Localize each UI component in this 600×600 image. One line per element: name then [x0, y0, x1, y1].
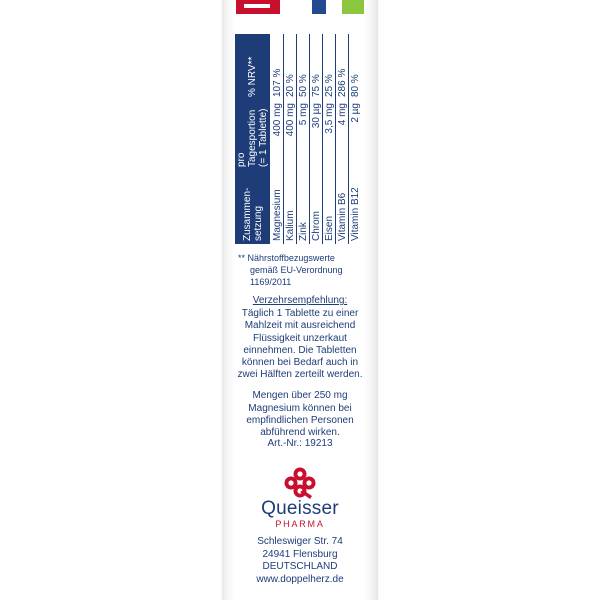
nrv-footnote — [238, 252, 370, 288]
table-row — [336, 34, 349, 244]
header-per-portion: pro Tagesportion (= 1 Tablette) — [235, 100, 271, 170]
nutrient-nrv: 50 % — [297, 34, 310, 100]
nutrient-amount: 400 mg — [271, 100, 284, 170]
usage-line: können bei Bedarf auch in — [241, 357, 359, 369]
nutrient-name: Kalium — [284, 170, 297, 244]
article-number: Art.-Nr.: 19213 — [267, 438, 333, 449]
table-row — [297, 34, 310, 244]
top-red-label-strip — [236, 0, 280, 14]
table-row — [271, 34, 284, 244]
nutrition-table-rotated — [235, 34, 361, 244]
brand-name: Queisser — [261, 498, 339, 519]
address-street: Schleswiger Str. 74 — [257, 536, 343, 547]
nutrient-name: Eisen — [323, 170, 336, 244]
usage-title: Verzehrsempfehlung: — [252, 295, 348, 306]
usage-line: zwei Hälften zerteilt werden. — [237, 369, 363, 381]
nutrient-nrv: 80 % — [349, 74, 361, 97]
nutrient-amount: 2 µg — [349, 103, 361, 123]
table-row — [284, 34, 297, 244]
address-city: 24941 Flensburg — [262, 548, 338, 560]
top-green-label-strip — [342, 0, 364, 14]
top-red-label-inner — [244, 4, 270, 8]
nutrient-name: Magnesium — [271, 170, 284, 244]
nutrient-amount: 4 mg — [336, 100, 349, 170]
footnote-line: 1169/2011 — [250, 277, 292, 287]
address-country: DEUTSCHLAND — [262, 561, 338, 572]
nutrient-nrv: 286 % — [336, 34, 349, 100]
top-blue-label-strip — [312, 0, 326, 14]
nutrient-nrv: 25 % — [323, 34, 336, 100]
queisser-logo-icon — [283, 466, 317, 500]
usage-line: Täglich 1 Tablette zu einer — [241, 308, 359, 320]
footnote-line: gemäß EU-Verordnung — [250, 265, 343, 275]
nutrient-name: Zink — [297, 170, 310, 244]
nutrient-amount: 5 mg — [297, 100, 310, 170]
warning-line: abführend wirken. — [260, 427, 340, 439]
nutrient-nrv: 20 % — [284, 34, 297, 100]
nutrient-nrv: 107 % — [271, 34, 284, 100]
nutrition-table-header-row — [235, 34, 271, 244]
warning-line: Mengen über 250 mg — [252, 390, 348, 402]
warning-line: Magnesium können bei — [248, 402, 352, 414]
nutrient-name: Vitamin B6 — [336, 170, 349, 244]
table-row — [310, 34, 323, 244]
brand-subtitle: PHARMA — [275, 519, 325, 529]
nutrient-nrv: 75 % — [310, 34, 323, 100]
footnote-line: ** Nährstoffbezugswerte — [238, 253, 335, 263]
nutrient-amount: 3,5 mg — [323, 100, 336, 170]
nutrient-amount: 30 µg — [310, 100, 323, 170]
usage-line: Mahlzeit mit ausreichend — [244, 320, 356, 332]
usage-recommendation — [226, 295, 374, 439]
header-nrv: % NRV** — [235, 34, 271, 100]
usage-gap — [226, 381, 374, 390]
nutrition-table — [235, 34, 361, 244]
company-address — [226, 536, 374, 586]
table-row — [323, 34, 336, 244]
nutrient-name: Chrom — [310, 170, 323, 244]
usage-line: Flüssigkeit unzerkaut — [253, 332, 347, 344]
nutrient-name: Vitamin B12 — [349, 187, 361, 241]
nutrition-table-wrapper — [235, 34, 361, 244]
usage-line: einnehmen. Die Tabletten — [243, 344, 357, 356]
warning-line: empfindlichen Personen — [246, 414, 354, 426]
address-website: www.doppelherz.de — [256, 573, 344, 585]
header-composition: Zusammen-setzung — [235, 170, 271, 244]
nutrient-amount: 400 mg — [284, 100, 297, 170]
table-row — [349, 34, 362, 244]
